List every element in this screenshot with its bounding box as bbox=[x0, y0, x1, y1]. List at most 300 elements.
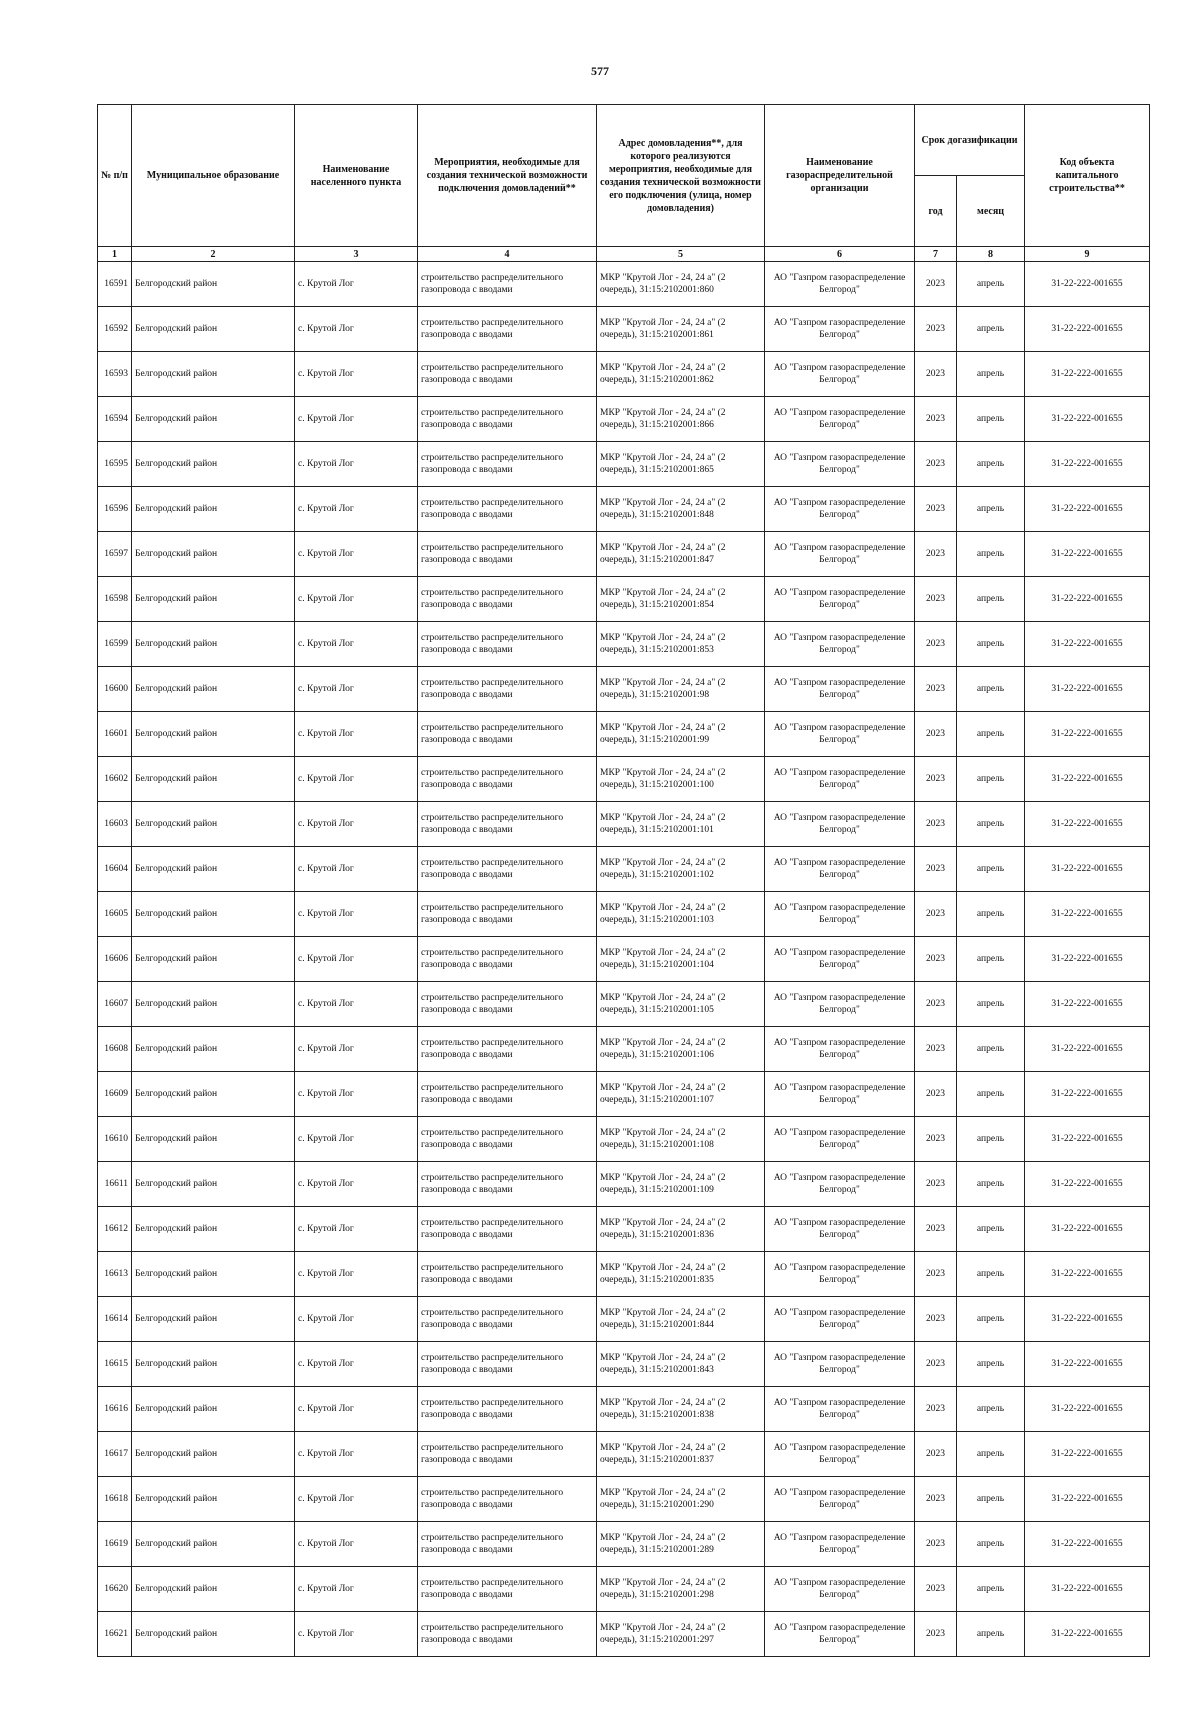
cell-num: 16620 bbox=[98, 1567, 132, 1612]
cell-settlement: с. Крутой Лог bbox=[295, 802, 418, 847]
table-row bbox=[98, 712, 1150, 757]
cell-org: АО "Газпром газораспределение Белгород" bbox=[765, 1162, 915, 1207]
cell-num: 16607 bbox=[98, 982, 132, 1027]
cell-municipality: Белгородский район bbox=[132, 1297, 295, 1342]
cell-org: АО "Газпром газораспределение Белгород" bbox=[765, 1207, 915, 1252]
cell-code: 31-22-222-001655 bbox=[1025, 892, 1150, 937]
cell-municipality: Белгородский район bbox=[132, 352, 295, 397]
cell-num: 16609 bbox=[98, 1072, 132, 1117]
table-row bbox=[98, 1162, 1150, 1207]
cell-address: МКР "Крутой Лог - 24, 24 а" (2 очередь), 31:15:2102001:835 bbox=[597, 1252, 765, 1297]
cell-month: апрель bbox=[957, 262, 1025, 307]
cell-measure: строительство распределительного газопровода с вводами bbox=[418, 1432, 597, 1477]
table-body bbox=[98, 262, 1150, 1657]
cell-month: апрель bbox=[957, 667, 1025, 712]
cell-num: 16597 bbox=[98, 532, 132, 577]
cell-code: 31-22-222-001655 bbox=[1025, 1612, 1150, 1657]
cell-num: 16612 bbox=[98, 1207, 132, 1252]
cell-municipality: Белгородский район bbox=[132, 1477, 295, 1522]
cell-year: 2023 bbox=[915, 622, 957, 667]
cell-municipality: Белгородский район bbox=[132, 1162, 295, 1207]
cell-org: АО "Газпром газораспределение Белгород" bbox=[765, 532, 915, 577]
cell-org: АО "Газпром газораспределение Белгород" bbox=[765, 1342, 915, 1387]
cell-num: 16600 bbox=[98, 667, 132, 712]
table-row bbox=[98, 937, 1150, 982]
cell-org: АО "Газпром газораспределение Белгород" bbox=[765, 982, 915, 1027]
column-number-row bbox=[98, 247, 1150, 262]
cell-month: апрель bbox=[957, 352, 1025, 397]
cell-measure: строительство распределительного газопровода с вводами bbox=[418, 622, 597, 667]
cell-org: АО "Газпром газораспределение Белгород" bbox=[765, 397, 915, 442]
cell-settlement: с. Крутой Лог bbox=[295, 847, 418, 892]
table-row bbox=[98, 442, 1150, 487]
cell-measure: строительство распределительного газопровода с вводами bbox=[418, 1477, 597, 1522]
cell-num: 16604 bbox=[98, 847, 132, 892]
cell-measure: строительство распределительного газопровода с вводами bbox=[418, 892, 597, 937]
cell-month: апрель bbox=[957, 487, 1025, 532]
header-municipality: Муниципальное образование bbox=[132, 105, 295, 247]
cell-year: 2023 bbox=[915, 1567, 957, 1612]
cell-year: 2023 bbox=[915, 847, 957, 892]
cell-address: МКР "Крутой Лог - 24, 24 а" (2 очередь), 31:15:2102001:103 bbox=[597, 892, 765, 937]
header-settlement: Наименование населенного пункта bbox=[295, 105, 418, 247]
cell-code: 31-22-222-001655 bbox=[1025, 802, 1150, 847]
cell-num: 16605 bbox=[98, 892, 132, 937]
cell-settlement: с. Крутой Лог bbox=[295, 487, 418, 532]
cell-measure: строительство распределительного газопровода с вводами bbox=[418, 982, 597, 1027]
cell-year: 2023 bbox=[915, 982, 957, 1027]
cell-municipality: Белгородский район bbox=[132, 397, 295, 442]
cell-address: МКР "Крутой Лог - 24, 24 а" (2 очередь), 31:15:2102001:838 bbox=[597, 1387, 765, 1432]
cell-municipality: Белгородский район bbox=[132, 487, 295, 532]
cell-measure: строительство распределительного газопровода с вводами bbox=[418, 1567, 597, 1612]
table-row bbox=[98, 1297, 1150, 1342]
header-month: месяц bbox=[957, 176, 1025, 247]
cell-year: 2023 bbox=[915, 577, 957, 622]
cell-num: 16596 bbox=[98, 487, 132, 532]
cell-num: 16603 bbox=[98, 802, 132, 847]
cell-settlement: с. Крутой Лог bbox=[295, 1252, 418, 1297]
cell-settlement: с. Крутой Лог bbox=[295, 982, 418, 1027]
cell-month: апрель bbox=[957, 937, 1025, 982]
cell-org: АО "Газпром газораспределение Белгород" bbox=[765, 802, 915, 847]
cell-address: МКР "Крутой Лог - 24, 24 а" (2 очередь), 31:15:2102001:290 bbox=[597, 1477, 765, 1522]
cell-num: 16619 bbox=[98, 1522, 132, 1567]
cell-code: 31-22-222-001655 bbox=[1025, 757, 1150, 802]
cell-municipality: Белгородский район bbox=[132, 577, 295, 622]
cell-month: апрель bbox=[957, 1477, 1025, 1522]
cell-year: 2023 bbox=[915, 1477, 957, 1522]
cell-settlement: с. Крутой Лог bbox=[295, 352, 418, 397]
cell-measure: строительство распределительного газопровода с вводами bbox=[418, 1522, 597, 1567]
cell-org: АО "Газпром газораспределение Белгород" bbox=[765, 1252, 915, 1297]
cell-measure: строительство распределительного газопровода с вводами bbox=[418, 937, 597, 982]
cell-num: 16591 bbox=[98, 262, 132, 307]
cell-municipality: Белгородский район bbox=[132, 307, 295, 352]
cell-org: АО "Газпром газораспределение Белгород" bbox=[765, 1477, 915, 1522]
cell-code: 31-22-222-001655 bbox=[1025, 1117, 1150, 1162]
cell-settlement: с. Крутой Лог bbox=[295, 757, 418, 802]
cell-code: 31-22-222-001655 bbox=[1025, 1252, 1150, 1297]
cell-address: МКР "Крутой Лог - 24, 24 а" (2 очередь), 31:15:2102001:837 bbox=[597, 1432, 765, 1477]
cell-measure: строительство распределительного газопровода с вводами bbox=[418, 307, 597, 352]
cell-month: апрель bbox=[957, 1522, 1025, 1567]
cell-year: 2023 bbox=[915, 1432, 957, 1477]
cell-org: АО "Газпром газораспределение Белгород" bbox=[765, 1072, 915, 1117]
header-year: год bbox=[915, 176, 957, 247]
cell-settlement: с. Крутой Лог bbox=[295, 937, 418, 982]
cell-settlement: с. Крутой Лог bbox=[295, 1387, 418, 1432]
header-term: Срок догазификации bbox=[915, 105, 1025, 176]
table-row bbox=[98, 532, 1150, 577]
cell-settlement: с. Крутой Лог bbox=[295, 397, 418, 442]
cell-address: МКР "Крутой Лог - 24, 24 а" (2 очередь), 31:15:2102001:104 bbox=[597, 937, 765, 982]
cell-municipality: Белгородский район bbox=[132, 847, 295, 892]
cell-num: 16617 bbox=[98, 1432, 132, 1477]
cell-org: АО "Газпром газораспределение Белгород" bbox=[765, 1387, 915, 1432]
cell-address: МКР "Крутой Лог - 24, 24 а" (2 очередь), 31:15:2102001:289 bbox=[597, 1522, 765, 1567]
cell-municipality: Белгородский район bbox=[132, 712, 295, 757]
cell-measure: строительство распределительного газопровода с вводами bbox=[418, 847, 597, 892]
cell-address: МКР "Крутой Лог - 24, 24 а" (2 очередь), 31:15:2102001:860 bbox=[597, 262, 765, 307]
cell-month: апрель bbox=[957, 397, 1025, 442]
cell-measure: строительство распределительного газопровода с вводами bbox=[418, 442, 597, 487]
cell-year: 2023 bbox=[915, 667, 957, 712]
header-measures: Мероприятия, необходимые для создания технической возможности подключения домовладений** bbox=[418, 105, 597, 247]
cell-measure: строительство распределительного газопровода с вводами bbox=[418, 802, 597, 847]
cell-municipality: Белгородский район bbox=[132, 1072, 295, 1117]
table-row bbox=[98, 1477, 1150, 1522]
table-row bbox=[98, 1432, 1150, 1477]
cell-code: 31-22-222-001655 bbox=[1025, 1567, 1150, 1612]
cell-num: 16613 bbox=[98, 1252, 132, 1297]
cell-settlement: с. Крутой Лог bbox=[295, 442, 418, 487]
cell-settlement: с. Крутой Лог bbox=[295, 892, 418, 937]
cell-year: 2023 bbox=[915, 802, 957, 847]
cell-municipality: Белгородский район bbox=[132, 1522, 295, 1567]
cell-year: 2023 bbox=[915, 487, 957, 532]
cell-num: 16601 bbox=[98, 712, 132, 757]
table-row bbox=[98, 487, 1150, 532]
column-number: 8 bbox=[957, 247, 1025, 262]
column-number: 1 bbox=[98, 247, 132, 262]
cell-month: апрель bbox=[957, 442, 1025, 487]
cell-org: АО "Газпром газораспределение Белгород" bbox=[765, 262, 915, 307]
cell-year: 2023 bbox=[915, 937, 957, 982]
cell-measure: строительство распределительного газопровода с вводами bbox=[418, 1387, 597, 1432]
cell-address: МКР "Крутой Лог - 24, 24 а" (2 очередь), 31:15:2102001:101 bbox=[597, 802, 765, 847]
column-number: 9 bbox=[1025, 247, 1150, 262]
cell-municipality: Белгородский район bbox=[132, 1207, 295, 1252]
cell-month: апрель bbox=[957, 1342, 1025, 1387]
cell-year: 2023 bbox=[915, 1522, 957, 1567]
cell-municipality: Белгородский район bbox=[132, 1432, 295, 1477]
cell-code: 31-22-222-001655 bbox=[1025, 1387, 1150, 1432]
cell-municipality: Белгородский район bbox=[132, 1252, 295, 1297]
cell-year: 2023 bbox=[915, 892, 957, 937]
cell-month: апрель bbox=[957, 1432, 1025, 1477]
cell-num: 16611 bbox=[98, 1162, 132, 1207]
cell-address: МКР "Крутой Лог - 24, 24 а" (2 очередь), 31:15:2102001:298 bbox=[597, 1567, 765, 1612]
cell-address: МКР "Крутой Лог - 24, 24 а" (2 очередь), 31:15:2102001:848 bbox=[597, 487, 765, 532]
table-row bbox=[98, 577, 1150, 622]
cell-year: 2023 bbox=[915, 1207, 957, 1252]
cell-year: 2023 bbox=[915, 307, 957, 352]
cell-municipality: Белгородский район bbox=[132, 1387, 295, 1432]
cell-org: АО "Газпром газораспределение Белгород" bbox=[765, 307, 915, 352]
cell-address: МКР "Крутой Лог - 24, 24 а" (2 очередь), 31:15:2102001:98 bbox=[597, 667, 765, 712]
cell-code: 31-22-222-001655 bbox=[1025, 712, 1150, 757]
cell-code: 31-22-222-001655 bbox=[1025, 577, 1150, 622]
cell-measure: строительство распределительного газопровода с вводами bbox=[418, 532, 597, 577]
cell-code: 31-22-222-001655 bbox=[1025, 1342, 1150, 1387]
cell-num: 16599 bbox=[98, 622, 132, 667]
cell-year: 2023 bbox=[915, 1027, 957, 1072]
header-org: Наименование газораспределительной организации bbox=[765, 105, 915, 247]
cell-month: апрель bbox=[957, 982, 1025, 1027]
cell-month: апрель bbox=[957, 802, 1025, 847]
cell-month: апрель bbox=[957, 307, 1025, 352]
table-row bbox=[98, 757, 1150, 802]
cell-num: 16593 bbox=[98, 352, 132, 397]
cell-address: МКР "Крутой Лог - 24, 24 а" (2 очередь), 31:15:2102001:297 bbox=[597, 1612, 765, 1657]
cell-year: 2023 bbox=[915, 1162, 957, 1207]
cell-month: апрель bbox=[957, 1027, 1025, 1072]
cell-measure: строительство распределительного газопровода с вводами bbox=[418, 1027, 597, 1072]
table-row bbox=[98, 1567, 1150, 1612]
cell-code: 31-22-222-001655 bbox=[1025, 1207, 1150, 1252]
cell-num: 16602 bbox=[98, 757, 132, 802]
cell-year: 2023 bbox=[915, 1297, 957, 1342]
cell-num: 16598 bbox=[98, 577, 132, 622]
cell-month: апрель bbox=[957, 1297, 1025, 1342]
cell-code: 31-22-222-001655 bbox=[1025, 1432, 1150, 1477]
cell-measure: строительство распределительного газопровода с вводами bbox=[418, 712, 597, 757]
cell-code: 31-22-222-001655 bbox=[1025, 1297, 1150, 1342]
cell-settlement: с. Крутой Лог bbox=[295, 1297, 418, 1342]
cell-month: апрель bbox=[957, 1072, 1025, 1117]
cell-address: МКР "Крутой Лог - 24, 24 а" (2 очередь), 31:15:2102001:109 bbox=[597, 1162, 765, 1207]
cell-address: МКР "Крутой Лог - 24, 24 а" (2 очередь), 31:15:2102001:854 bbox=[597, 577, 765, 622]
cell-measure: строительство распределительного газопровода с вводами bbox=[418, 262, 597, 307]
cell-num: 16618 bbox=[98, 1477, 132, 1522]
cell-address: МКР "Крутой Лог - 24, 24 а" (2 очередь), 31:15:2102001:862 bbox=[597, 352, 765, 397]
cell-code: 31-22-222-001655 bbox=[1025, 982, 1150, 1027]
table-row bbox=[98, 352, 1150, 397]
cell-year: 2023 bbox=[915, 1612, 957, 1657]
cell-year: 2023 bbox=[915, 1252, 957, 1297]
cell-settlement: с. Крутой Лог bbox=[295, 622, 418, 667]
cell-address: МКР "Крутой Лог - 24, 24 а" (2 очередь), 31:15:2102001:106 bbox=[597, 1027, 765, 1072]
gasification-table bbox=[97, 104, 1150, 1657]
cell-code: 31-22-222-001655 bbox=[1025, 1072, 1150, 1117]
column-number: 2 bbox=[132, 247, 295, 262]
cell-municipality: Белгородский район bbox=[132, 532, 295, 577]
cell-measure: строительство распределительного газопровода с вводами bbox=[418, 1342, 597, 1387]
cell-address: МКР "Крутой Лог - 24, 24 а" (2 очередь), 31:15:2102001:102 bbox=[597, 847, 765, 892]
cell-year: 2023 bbox=[915, 1117, 957, 1162]
cell-year: 2023 bbox=[915, 757, 957, 802]
table-row bbox=[98, 1612, 1150, 1657]
cell-municipality: Белгородский район bbox=[132, 757, 295, 802]
cell-num: 16621 bbox=[98, 1612, 132, 1657]
cell-org: АО "Газпром газораспределение Белгород" bbox=[765, 847, 915, 892]
cell-address: МКР "Крутой Лог - 24, 24 а" (2 очередь), 31:15:2102001:866 bbox=[597, 397, 765, 442]
table-row bbox=[98, 1117, 1150, 1162]
cell-address: МКР "Крутой Лог - 24, 24 а" (2 очередь), 31:15:2102001:865 bbox=[597, 442, 765, 487]
table-row bbox=[98, 1027, 1150, 1072]
cell-month: апрель bbox=[957, 1207, 1025, 1252]
cell-org: АО "Газпром газораспределение Белгород" bbox=[765, 577, 915, 622]
cell-address: МКР "Крутой Лог - 24, 24 а" (2 очередь), 31:15:2102001:105 bbox=[597, 982, 765, 1027]
cell-year: 2023 bbox=[915, 1387, 957, 1432]
cell-code: 31-22-222-001655 bbox=[1025, 847, 1150, 892]
cell-year: 2023 bbox=[915, 262, 957, 307]
cell-municipality: Белгородский район bbox=[132, 442, 295, 487]
cell-num: 16606 bbox=[98, 937, 132, 982]
cell-org: АО "Газпром газораспределение Белгород" bbox=[765, 1432, 915, 1477]
cell-address: МКР "Крутой Лог - 24, 24 а" (2 очередь), 31:15:2102001:847 bbox=[597, 532, 765, 577]
page-number: 577 bbox=[591, 64, 609, 78]
cell-settlement: с. Крутой Лог bbox=[295, 1567, 418, 1612]
cell-municipality: Белгородский район bbox=[132, 802, 295, 847]
cell-settlement: с. Крутой Лог bbox=[295, 1027, 418, 1072]
table-row bbox=[98, 892, 1150, 937]
cell-settlement: с. Крутой Лог bbox=[295, 1072, 418, 1117]
cell-org: АО "Газпром газораспределение Белгород" bbox=[765, 442, 915, 487]
cell-code: 31-22-222-001655 bbox=[1025, 667, 1150, 712]
cell-municipality: Белгородский район bbox=[132, 937, 295, 982]
cell-address: МКР "Крутой Лог - 24, 24 а" (2 очередь), 31:15:2102001:861 bbox=[597, 307, 765, 352]
cell-settlement: с. Крутой Лог bbox=[295, 1342, 418, 1387]
table-row bbox=[98, 397, 1150, 442]
cell-municipality: Белгородский район bbox=[132, 262, 295, 307]
cell-measure: строительство распределительного газопровода с вводами bbox=[418, 1207, 597, 1252]
cell-settlement: с. Крутой Лог bbox=[295, 1522, 418, 1567]
cell-org: АО "Газпром газораспределение Белгород" bbox=[765, 1117, 915, 1162]
cell-address: МКР "Крутой Лог - 24, 24 а" (2 очередь), 31:15:2102001:108 bbox=[597, 1117, 765, 1162]
cell-org: АО "Газпром газораспределение Белгород" bbox=[765, 1522, 915, 1567]
cell-year: 2023 bbox=[915, 712, 957, 757]
cell-municipality: Белгородский район bbox=[132, 982, 295, 1027]
table-row bbox=[98, 982, 1150, 1027]
cell-settlement: с. Крутой Лог bbox=[295, 532, 418, 577]
cell-code: 31-22-222-001655 bbox=[1025, 442, 1150, 487]
cell-settlement: с. Крутой Лог bbox=[295, 577, 418, 622]
cell-measure: строительство распределительного газопровода с вводами bbox=[418, 397, 597, 442]
cell-measure: строительство распределительного газопровода с вводами bbox=[418, 352, 597, 397]
cell-code: 31-22-222-001655 bbox=[1025, 1027, 1150, 1072]
cell-org: АО "Газпром газораспределение Белгород" bbox=[765, 1027, 915, 1072]
cell-org: АО "Газпром газораспределение Белгород" bbox=[765, 892, 915, 937]
column-number: 7 bbox=[915, 247, 957, 262]
cell-num: 16616 bbox=[98, 1387, 132, 1432]
cell-month: апрель bbox=[957, 1567, 1025, 1612]
cell-year: 2023 bbox=[915, 532, 957, 577]
cell-settlement: с. Крутой Лог bbox=[295, 1117, 418, 1162]
cell-settlement: с. Крутой Лог bbox=[295, 1477, 418, 1522]
column-number: 3 bbox=[295, 247, 418, 262]
cell-month: апрель bbox=[957, 1252, 1025, 1297]
cell-org: АО "Газпром газораспределение Белгород" bbox=[765, 487, 915, 532]
cell-org: АО "Газпром газораспределение Белгород" bbox=[765, 937, 915, 982]
cell-settlement: с. Крутой Лог bbox=[295, 667, 418, 712]
cell-code: 31-22-222-001655 bbox=[1025, 397, 1150, 442]
cell-municipality: Белгородский район bbox=[132, 1567, 295, 1612]
cell-address: МКР "Крутой Лог - 24, 24 а" (2 очередь), 31:15:2102001:844 bbox=[597, 1297, 765, 1342]
cell-address: МКР "Крутой Лог - 24, 24 а" (2 очередь), 31:15:2102001:843 bbox=[597, 1342, 765, 1387]
cell-month: апрель bbox=[957, 892, 1025, 937]
table-row bbox=[98, 1387, 1150, 1432]
cell-settlement: с. Крутой Лог bbox=[295, 1432, 418, 1477]
cell-year: 2023 bbox=[915, 397, 957, 442]
cell-year: 2023 bbox=[915, 1342, 957, 1387]
cell-municipality: Белгородский район bbox=[132, 667, 295, 712]
cell-measure: строительство распределительного газопровода с вводами bbox=[418, 577, 597, 622]
cell-municipality: Белгородский район bbox=[132, 892, 295, 937]
table-row bbox=[98, 307, 1150, 352]
table-row bbox=[98, 802, 1150, 847]
table-row bbox=[98, 1207, 1150, 1252]
cell-org: АО "Газпром газораспределение Белгород" bbox=[765, 757, 915, 802]
column-number: 5 bbox=[597, 247, 765, 262]
table-row bbox=[98, 262, 1150, 307]
cell-measure: строительство распределительного газопровода с вводами bbox=[418, 1252, 597, 1297]
cell-org: АО "Газпром газораспределение Белгород" bbox=[765, 712, 915, 757]
cell-measure: строительство распределительного газопровода с вводами bbox=[418, 667, 597, 712]
cell-month: апрель bbox=[957, 757, 1025, 802]
cell-month: апрель bbox=[957, 577, 1025, 622]
cell-org: АО "Газпром газораспределение Белгород" bbox=[765, 1612, 915, 1657]
cell-settlement: с. Крутой Лог bbox=[295, 1207, 418, 1252]
cell-num: 16595 bbox=[98, 442, 132, 487]
cell-measure: строительство распределительного газопровода с вводами bbox=[418, 1297, 597, 1342]
cell-measure: строительство распределительного газопровода с вводами bbox=[418, 757, 597, 802]
cell-month: апрель bbox=[957, 532, 1025, 577]
cell-month: апрель bbox=[957, 622, 1025, 667]
cell-num: 16608 bbox=[98, 1027, 132, 1072]
cell-year: 2023 bbox=[915, 442, 957, 487]
cell-month: апрель bbox=[957, 1387, 1025, 1432]
cell-measure: строительство распределительного газопровода с вводами bbox=[418, 1117, 597, 1162]
cell-code: 31-22-222-001655 bbox=[1025, 487, 1150, 532]
cell-org: АО "Газпром газораспределение Белгород" bbox=[765, 667, 915, 712]
cell-code: 31-22-222-001655 bbox=[1025, 937, 1150, 982]
cell-num: 16610 bbox=[98, 1117, 132, 1162]
cell-settlement: с. Крутой Лог bbox=[295, 307, 418, 352]
column-number: 6 bbox=[765, 247, 915, 262]
cell-measure: строительство распределительного газопровода с вводами bbox=[418, 1162, 597, 1207]
cell-settlement: с. Крутой Лог bbox=[295, 712, 418, 757]
cell-measure: строительство распределительного газопровода с вводами bbox=[418, 487, 597, 532]
cell-code: 31-22-222-001655 bbox=[1025, 262, 1150, 307]
table-header bbox=[98, 105, 1150, 262]
cell-code: 31-22-222-001655 bbox=[1025, 1522, 1150, 1567]
cell-address: МКР "Крутой Лог - 24, 24 а" (2 очередь), 31:15:2102001:107 bbox=[597, 1072, 765, 1117]
cell-settlement: с. Крутой Лог bbox=[295, 1612, 418, 1657]
cell-org: АО "Газпром газораспределение Белгород" bbox=[765, 1297, 915, 1342]
cell-municipality: Белгородский район bbox=[132, 622, 295, 667]
table-row bbox=[98, 1072, 1150, 1117]
table-row bbox=[98, 1252, 1150, 1297]
cell-num: 16615 bbox=[98, 1342, 132, 1387]
cell-month: апрель bbox=[957, 847, 1025, 892]
cell-code: 31-22-222-001655 bbox=[1025, 1162, 1150, 1207]
column-number: 4 bbox=[418, 247, 597, 262]
cell-year: 2023 bbox=[915, 1072, 957, 1117]
cell-code: 31-22-222-001655 bbox=[1025, 352, 1150, 397]
cell-org: АО "Газпром газораспределение Белгород" bbox=[765, 1567, 915, 1612]
